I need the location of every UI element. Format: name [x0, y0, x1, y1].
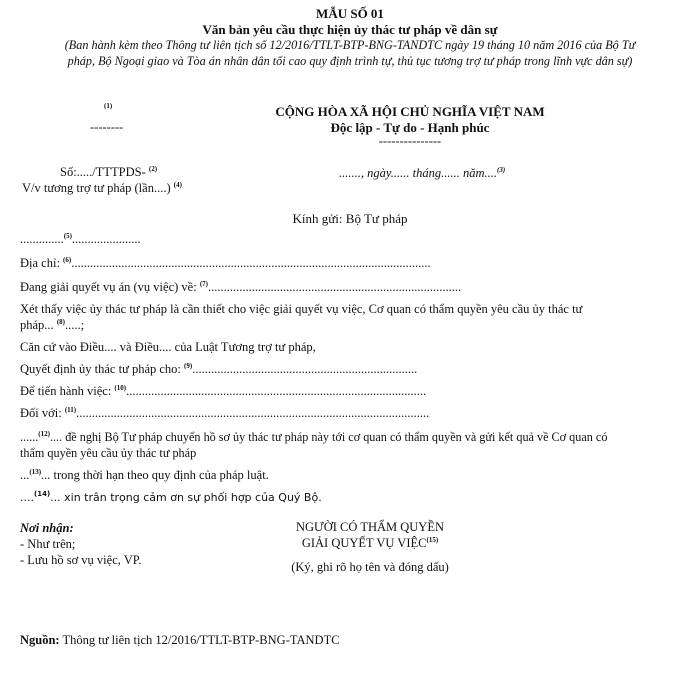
target-dots: ................................................................................................................. [76, 406, 430, 420]
deadline-note: (13) [29, 468, 42, 476]
recipient-item-2: - Lưu hồ sơ vụ việc, VP. [20, 553, 142, 567]
consideration-text-2: pháp... [20, 318, 54, 332]
line-5-note: (5) [63, 232, 72, 240]
case-note: (7) [199, 280, 208, 288]
recipients-heading: Nơi nhận: [20, 521, 74, 535]
subtitle-line-2: pháp, Bộ Ngoại giao và Tòa án nhân dân tối cao quy định trình tự, thủ tục tương trợ tư pháp trong lĩnh vực dân sự) [67, 54, 633, 68]
signer-title-1: NGƯỜI CÓ THẨM QUYỀN [295, 520, 444, 534]
decision-note: (9) [184, 362, 193, 370]
nation-dashes: --------------- [378, 134, 442, 148]
deadline-pre: ... [20, 468, 30, 482]
target-note: (11) [64, 406, 77, 414]
line-5-dots-b: ...................... [71, 232, 141, 246]
document-number [60, 165, 157, 180]
subject-note: (4) [173, 181, 182, 189]
thanks-line [20, 491, 322, 504]
thanks-text: ... xin trân trọng cảm ơn sự phối hợp của Quý Bộ. [50, 491, 322, 504]
signer-title-2 [270, 536, 470, 551]
org-footnote: (1) [104, 102, 113, 110]
deadline-text: ... trong thời hạn theo quy định của pháp luật. [41, 468, 269, 482]
document-title: Văn bản yêu cầu thực hiện ủy thác tư pháp về dân sự [202, 22, 498, 37]
org-note [104, 102, 112, 117]
consideration-note: (8) [56, 318, 65, 326]
address-label: Địa chỉ: [20, 256, 60, 270]
recipient-item-1: - Như trên; [20, 537, 76, 551]
case-label: Đang giải quyết vụ án (vụ việc) về: [20, 280, 197, 294]
target-label: Đối với: [20, 406, 62, 420]
subject-text: V/v tương trợ tư pháp (lần....) [22, 181, 171, 195]
form-number: MẪU SỐ 01 [316, 6, 384, 21]
source-line [20, 633, 340, 648]
source-label: Nguồn: [20, 633, 60, 647]
date-text: ......., ngày...... tháng...... năm.... [339, 166, 497, 180]
recipient: Kính gửi: Bộ Tư pháp [292, 211, 408, 226]
purpose-note: (10) [114, 384, 127, 392]
nation-name: CỘNG HÒA XÃ HỘI CHỦ NGHĨA VIỆT NAM [275, 104, 545, 119]
legal-basis-line: Căn cứ vào Điều.... và Điều.... của Luật Tương trợ tư pháp, [20, 340, 316, 354]
purpose-line [20, 384, 426, 399]
nation-motto: Độc lập - Tự do - Hạnh phúc [330, 120, 490, 135]
source-text: Thông tư liên tịch 12/2016/TTLT-BTP-BNG-TANDTC [59, 633, 340, 647]
case-line [20, 280, 461, 295]
purpose-label: Để tiến hành việc: [20, 384, 112, 398]
request-line-2: thẩm quyền yêu cầu ủy thác tư pháp [20, 446, 197, 460]
line-5-dots-a: .............. [20, 232, 64, 246]
request-pre: ...... [20, 430, 39, 444]
subtitle-line-1: (Ban hành kèm theo Thông tư liên tịch số 12/2016/TTLT-BTP-BNG-TANDTC ngày 19 tháng 10 năm 2016 của Bộ Tư [64, 38, 636, 52]
deadline-line [20, 468, 269, 483]
address-dots: ................................................................................................................... [71, 256, 431, 270]
signer-note: (15) [426, 536, 439, 544]
consideration-tail: .....; [64, 318, 85, 332]
subject-line [22, 181, 182, 196]
document-number-note: (2) [148, 165, 158, 173]
decision-label: Quyết định ủy thác tư pháp cho: [20, 362, 181, 376]
document-number-text: Số:...../TTTPDS- [60, 165, 146, 179]
address-line [20, 256, 431, 271]
consideration-line-1: Xét thấy việc ủy thác tư pháp là cần thiết cho việc giải quyết vụ việc, Cơ quan có thẩm quyền yêu cầu ủy thác tư [20, 302, 583, 316]
target-line [20, 406, 429, 421]
date-note: (3) [496, 166, 506, 174]
signer-title-2-text: GIẢI QUYẾT VỤ VIỆC [301, 536, 427, 550]
signature-instruction: (Ký, ghi rõ họ tên và đóng dấu) [291, 560, 449, 574]
line-5 [20, 232, 141, 247]
thanks-note: (14) [34, 490, 51, 498]
case-dots: ................................................................................. [207, 280, 462, 294]
request-line-1 [20, 430, 607, 445]
thanks-pre: .... [20, 491, 34, 504]
address-note: (6) [63, 256, 72, 264]
request-text-1: .... đề nghị Bộ Tư pháp chuyển hồ sơ ủy thác tư pháp này tới cơ quan có thẩm quyền và gửi kết quả về Cơ quan có [49, 430, 608, 444]
consideration-line-2 [20, 318, 84, 333]
decision-dots: ........................................................................ [192, 362, 418, 376]
purpose-dots: ................................................................................................ [126, 384, 427, 398]
request-note: (12) [38, 430, 50, 438]
date-line [339, 166, 505, 181]
decision-line [20, 362, 417, 377]
org-dashes: -------- [90, 120, 124, 134]
